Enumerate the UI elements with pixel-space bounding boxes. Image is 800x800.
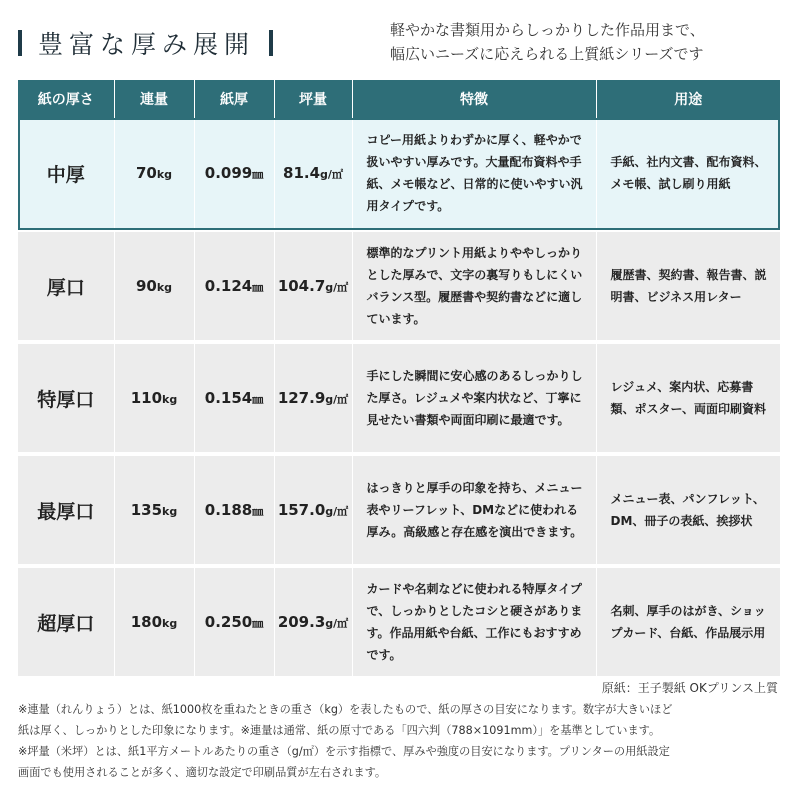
row-thickness: 0.188㎜ <box>194 454 274 566</box>
title-left-bar <box>18 30 22 56</box>
row-thickness: 0.099㎜ <box>194 118 274 230</box>
row-feature: はっきりと厚手の印象を持ち、メニュー表やリーフレット、DMなどに使われる厚み。高級感と存在感を演出できます。 <box>352 454 596 566</box>
row-basis: 104.7g/㎡ <box>274 230 352 342</box>
subtitle-line: 幅広いニーズに応えられる上質紙シリーズです <box>390 45 704 63</box>
row-weight: 90kg <box>114 230 194 342</box>
row-feature: カードや名刺などに使われる特厚タイプで、しっかりとしたコシと硬さがあります。作品用紙や台紙、工作にもおすすめです。 <box>352 566 596 678</box>
row-use: 名刺、厚手のはがき、ショップカード、台紙、作品展示用 <box>610 604 766 640</box>
table-row <box>18 342 780 454</box>
column-header-feature: 特徴 <box>352 80 596 118</box>
table-header-row <box>18 80 780 118</box>
row-feature: 手にした瞬間に安心感のあるしっかりした厚さ。レジュメや案内状など、丁寧に見せたい書類や両面印刷に最適です。 <box>352 342 596 454</box>
column-header-basis-weight: 坪量 <box>274 80 352 118</box>
row-feature: 標準的なプリント用紙よりややしっかりとした厚みで、文字の裏写りもしにくいバランス型。履歴書や契約書などに適しています。 <box>352 230 596 342</box>
row-weight: 110kg <box>114 342 194 454</box>
row-weight: 135kg <box>114 454 194 566</box>
row-basis: 81.4g/㎡ <box>274 118 352 230</box>
thickness-table <box>18 80 780 680</box>
row-name: 中厚 <box>18 118 114 230</box>
table-row <box>18 566 780 678</box>
footnotes <box>18 699 788 783</box>
source-note: 原紙：王子製紙 OKプリンス上質 <box>601 681 778 695</box>
page-subtitle <box>390 18 790 66</box>
row-thickness: 0.124㎜ <box>194 230 274 342</box>
page-title: 豊富な厚み展開 <box>38 30 256 59</box>
row-name: 超厚口 <box>18 566 114 678</box>
row-name: 最厚口 <box>18 454 114 566</box>
table-row <box>18 118 780 230</box>
row-use: レジュメ、案内状、応募書類、ポスター、両面印刷資料 <box>610 380 767 416</box>
column-header-paper-thickness: 紙厚 <box>194 80 274 118</box>
row-name: 特厚口 <box>18 342 114 454</box>
row-thickness: 0.250㎜ <box>194 566 274 678</box>
title-right-bar <box>269 30 273 56</box>
row-basis: 127.9g/㎡ <box>274 342 352 454</box>
table-row <box>18 230 780 342</box>
page-header <box>0 0 800 82</box>
row-weight: 70kg <box>114 118 194 230</box>
footnote-line: ※坪量（米坪）とは、紙1平方メートルあたりの重さ（g/㎡）を示す指標で、厚みや強度の目安になります。プリンターの用紙設定 <box>18 745 670 758</box>
footnote-line: 紙は厚く、しっかりとした印象になります。※連量は通常、紙の原寸である「四六判（788×1091mm）」を基準としています。 <box>18 724 661 737</box>
subtitle-line: 軽やかな書類用からしっかりした作品用まで、 <box>390 21 705 39</box>
column-header-thickness: 紙の厚さ <box>18 80 114 118</box>
table-row <box>18 454 780 566</box>
row-feature: コピー用紙よりわずかに厚く、軽やかで扱いやすい厚みです。大量配布資料や手紙、メモ帳など、日常的に使いやすい汎用タイプです。 <box>352 118 596 230</box>
row-use: 履歴書、契約書、報告書、説明書、ビジネス用レター <box>610 268 767 304</box>
row-use: メニュー表、パンフレット、DM、冊子の表紙、挨拶状 <box>610 492 765 528</box>
row-thickness: 0.154㎜ <box>194 342 274 454</box>
row-basis: 209.3g/㎡ <box>274 566 352 678</box>
footnote-line: 画面でも使用されることが多く、適切な設定で印刷品質が左右されます。 <box>18 766 387 779</box>
title-block <box>18 26 273 60</box>
row-basis: 157.0g/㎡ <box>274 454 352 566</box>
column-header-use: 用途 <box>596 80 780 118</box>
footnote-line: ※連量（れんりょう）とは、紙1000枚を重ねたときの重さ（kg）を表したもので、紙の厚さの目安になります。数字が大きいほど <box>18 703 673 716</box>
row-name: 厚口 <box>18 230 114 342</box>
row-weight: 180kg <box>114 566 194 678</box>
column-header-weight: 連量 <box>114 80 194 118</box>
row-use: 手紙、社内文書、配布資料、メモ帳、試し刷り用紙 <box>610 155 767 191</box>
